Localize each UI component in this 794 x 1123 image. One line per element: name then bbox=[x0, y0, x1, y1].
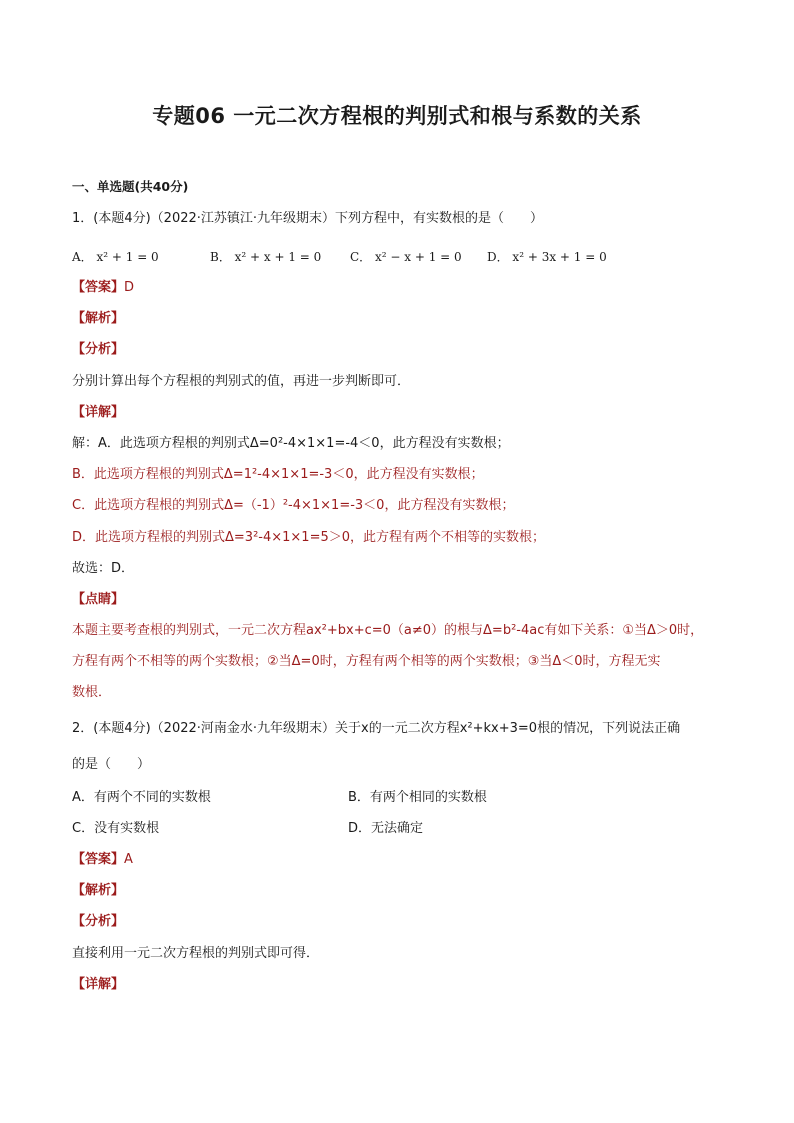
q2-option-a: A．有两个不同的实数根 bbox=[72, 790, 211, 805]
q2-xiangjie-tag: 【详解】 bbox=[72, 977, 125, 992]
answer-tag: 【答案】 bbox=[72, 852, 125, 867]
question-1-stem: 1．(本题4分)（2022·江苏镇江·九年级期末）下列方程中，有实数根的是（ ） bbox=[72, 211, 544, 226]
q2-option-d: D．无法确定 bbox=[348, 821, 424, 836]
section-heading: 一、单选题(共40分) bbox=[72, 179, 189, 194]
q2-fenxi-text: 直接利用一元二次方程根的判别式即可得． bbox=[72, 946, 320, 961]
q1-option-b: B． x² + x + 1 = 0 bbox=[210, 250, 322, 264]
q1-detail-b: B．此选项方程根的判别式Δ=1²-4×1×1=-3＜0，此方程没有实数根； bbox=[72, 467, 484, 482]
q1-detail-d: D．此选项方程根的判别式Δ=3²-4×1×1=5＞0，此方程有两个不相等的实数根； bbox=[72, 530, 546, 545]
q1-fenxi-tag: 【分析】 bbox=[72, 342, 125, 357]
q2-fenxi-tag: 【分析】 bbox=[72, 914, 125, 929]
q1-dianjing-line-1: 本题主要考查根的判别式，一元二次方程ax²+bx+c=0（a≠0）的根与Δ=b²-4ac有如下关系：①当Δ＞0时， bbox=[72, 623, 704, 638]
q1-dianjing-line-2: 方程有两个不相等的两个实数根；②当Δ=0时，方程有两个相等的两个实数根；③当Δ＜0时，方程无实 bbox=[72, 654, 661, 669]
q2-option-b: B．有两个相同的实数根 bbox=[348, 790, 487, 805]
q2-answer bbox=[72, 851, 727, 869]
q2-jiexi-tag: 【解析】 bbox=[72, 883, 125, 898]
q1-option-d: D． x² + 3x + 1 = 0 bbox=[487, 250, 607, 264]
q1-answer bbox=[72, 279, 727, 297]
q1-conclusion: 故选：D． bbox=[72, 561, 135, 576]
q1-option-a: A． x² + 1 = 0 bbox=[72, 250, 159, 264]
answer-tag: 【答案】 bbox=[72, 280, 125, 295]
q2-option-c: C．没有实数根 bbox=[72, 821, 160, 836]
q1-fenxi-text: 分别计算出每个方程根的判别式的值，再进一步判断即可． bbox=[72, 374, 411, 389]
question-2-stem-line-1: 2．(本题4分)（2022·河南金水·九年级期末）关于x的一元二次方程x²+kx+3=0根的情况，下列说法正确 bbox=[72, 721, 681, 736]
page-title: 专题06 一元二次方程根的判别式和根与系数的关系 bbox=[152, 104, 642, 128]
answer-value: A bbox=[124, 852, 133, 867]
answer-value: D bbox=[124, 280, 135, 295]
question-2-stem-line-2: 的是（ ） bbox=[72, 757, 151, 772]
q1-detail-c: C．此选项方程根的判别式Δ=（-1）²-4×1×1=-3＜0，此方程没有实数根； bbox=[72, 498, 515, 513]
q1-option-c: C． x² − x + 1 = 0 bbox=[350, 250, 462, 264]
q1-dianjing-tag: 【点睛】 bbox=[72, 592, 125, 607]
q1-dianjing-line-3: 数根． bbox=[72, 685, 112, 700]
q1-xiangjie-tag: 【详解】 bbox=[72, 405, 125, 420]
q1-jiexi-tag: 【解析】 bbox=[72, 311, 125, 326]
q1-detail-a: 解：A．此选项方程根的判别式Δ=0²-4×1×1=-4＜0，此方程没有实数根； bbox=[72, 436, 510, 451]
